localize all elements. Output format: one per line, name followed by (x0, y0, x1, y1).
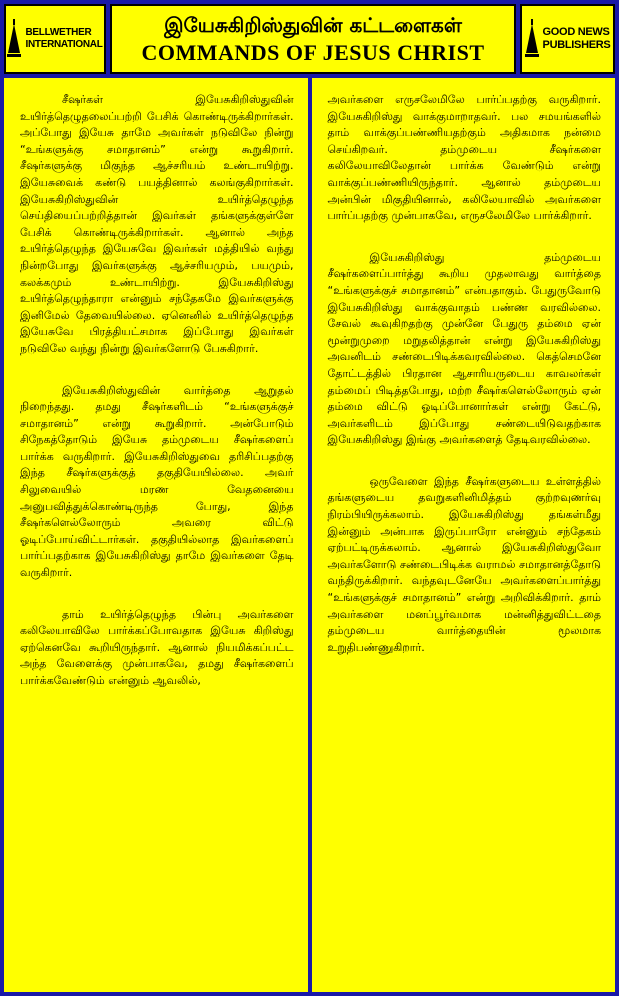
right-column (312, 78, 616, 992)
bellwether-logo (4, 4, 106, 74)
left-column (4, 78, 308, 992)
paragraph: அவர்களை எருசலேமிலே பார்ப்பதற்கு வருகிறார். இயேசுகிறிஸ்து வாக்குமாறாதவர். பல சமயங்களில் தாம் வாக்குப்பண்ணியதற்கும் அதிகமாக நன்மை செய்கிறவர். தம்முடைய சீஷர்களை கலிலேயாவிலேதான் பார்க்க வேண்டும் என்று வாக்குப்பண்ணியிருந்தார். ஆனால் தம்முடைய அன்பின் மிகுதியினால், கலிலேயாவில் அவர்களை பார்ப்பதற்கு முன்பாகவே, எருசலேமிலே பார்க்கிறார். (327, 93, 601, 223)
title-box (110, 4, 516, 74)
title-tamil: இயேசுகிறிஸ்துவின் கட்டளைகள் (164, 13, 462, 37)
good-news-logo-text: GOOD NEWS PUBLISHERS (542, 26, 611, 51)
bellwether-logo-text: BELLWETHER INTERNATIONAL (25, 27, 103, 50)
content-columns (4, 78, 615, 992)
good-news-logo (520, 4, 615, 74)
paragraph: இயேசுகிறிஸ்துவின் வார்த்தை ஆறுதல் நிறைந்தது. தமது சீஷர்களிடம் “உங்களுக்குச் சமாதானம்” என்று கூறுகிறார். அன்போடும் சிநேகத்தோடும் இயேசு தம்முடைய சீஷர்களைப் பார்க்க வருகிறார். இயேசுகிறிஸ்துவை தரிசிப்பதற்கு இந்த சீஷர்களுக்குத் தகுதியேயில்லை. அவர் சிலுவையில் மரண வேதனையை அனுபவித்துக்கொண்டிருந்த போது, இந்த சீஷர்களெல்லோரும் அவரை விட்டு ஓடிப்போய்விட்டார்கள். தகுதியில்லாத இவர்களைப் பார்ப்பதற்காக இயேசுகிறிஸ்து தாமே இவர்களை தேடி வருகிறார். (20, 383, 294, 580)
title-english: COMMANDS OF JESUS CHRIST (141, 40, 485, 65)
bell-icon (7, 19, 21, 59)
bell-icon (525, 19, 539, 59)
paragraph: சீஷர்கள் இயேசுகிறிஸ்துவின் உயிர்த்தெழுதலைப்பற்றி பேசிக் கொண்டிருக்கிறார்கள். அப்போது இயேசு தாமே அவர்கள் நடுவிலே நின்று “உங்களுக்கு சமாதானம்” என்று கூறுகிறார். சீஷர்களுக்கு மிகுந்த ஆச்சரியம் உண்டாயிற்று. இயேசுவைக் கண்டு பயத்தினால் கலங்குகிறார்கள். இயேசுகிறிஸ்துவின் உயிர்த்தெழுந்த செய்தியைப்பற்றித்தான் இவர்கள் தங்களுக்குள்ளே பேசிக் கொண்டிருக்கிறார்கள். ஆனால் அந்த உயிர்த்தெழுந்த இயேசுவே இவர்கள் மத்தியில் வந்து நின்றபோது இவர்களுக்கு ஆச்சரியமும், பயமும், கலக்கமும் உண்டாயிற்று. இயேசுகிறிஸ்து உயிர்த்தெழுந்தாரா என்னும் சந்தேகமே இவர்களுக்கு இனிமேல் தேவையில்லை. ஏனெனில் உயிர்த்தெழுந்த இயேசுவே பிரத்தியட்சமாக இப்போது இவர்கள் நடுவிலே வந்து நின்று இவர்களோடு பேசுகிறார். (20, 93, 294, 355)
paragraph: இயேசுகிறிஸ்து தம்முடைய சீஷர்களைப்பார்த்து கூறிய முதலாவது வார்த்தை “உங்களுக்குச் சமாதானம்” என்பதாகும். பேதுருவோடு இயேசுகிறிஸ்து வாக்குவாதம் பண்ண வரவில்லை. சேவல் கூவுகிறதற்கு முன்னே பேதுரு தம்மை ஏன் மூன்றுமுறை மறுதலித்தான் என்று இயேசுகிறிஸ்து அவனிடம் சண்டைபிடிக்கவரவில்லை. கெத்செமனே தோட்டத்தில் பிரதான ஆசாரியருடைய காவலர்கள் தம்மைப் பிடித்தபோது, மற்ற சீஷர்களெல்லோரும் ஏன் தம்மை விட்டு ஓடிப்போனார்கள் என்று கேட்டு, அவர்களிடம் இப்போது சண்டையிடுவதற்காக இயேசுகிறிஸ்து இங்கு அவர்களைத் தேடிவரவில்லை. (327, 250, 601, 447)
paragraph: ஒருவேளை இந்த சீஷர்களுடைய உள்ளத்தில் தங்களுடைய தவறுகளினிமித்தம் குற்றவுணர்வு நிரம்பியிருக்கலாம். இயேசுகிறிஸ்து தங்கள்மீது இன்னும் அன்பாக இருப்பாரோ என்னும் சந்தேகம் ஏற்பட்டிருக்கலாம். ஆனால் இயேசுகிறிஸ்துவோ அவர்களோடு சண்டைபிடிக்க வராமல் சமாதானத்தோடு வந்திருக்கிறார். வந்தவுடனேயே அவர்களைப்பார்த்து “உங்களுக்குச் சமாதானம்” என்று அறிவிக்கிறார். தாம் அவர்களை மனப்பூர்வமாக மன்னித்துவிட்டதை தம்முடைய வார்த்தையின் மூலமாக உறுதிபண்ணுகிறார். (327, 474, 601, 654)
header (4, 4, 615, 74)
paragraph: தாம் உயிர்த்தெழுந்த பின்பு அவர்களை கலிலேயாவிலே பார்க்கப்போவதாக இயேசு கிறிஸ்து ஏற்கெனவே கூறியிருந்தார். ஆனால் நியமிக்கப்பட்ட அந்த வேளைக்கு முன்பாகவே, தமது சீஷர்களைப் பார்க்கவேண்டும் என்னும் ஆவலில், (20, 607, 294, 687)
